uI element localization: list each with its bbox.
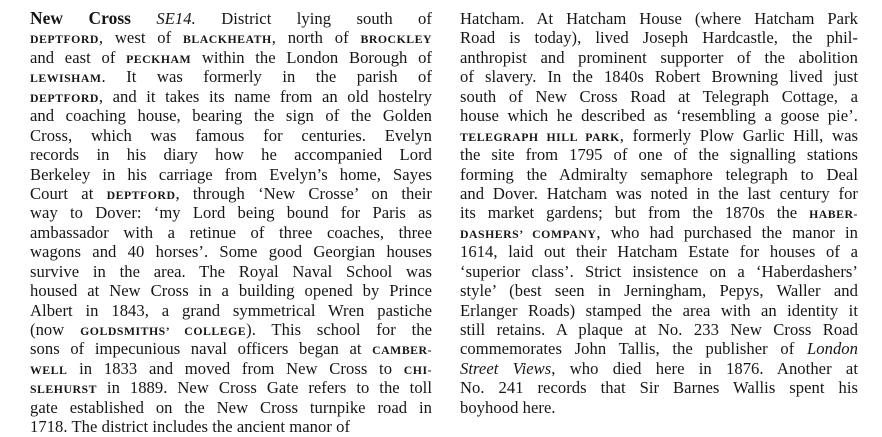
body-text: Albert in 1843, a grand symmetrical Wren pastiche [30,300,432,320]
cross-reference: PECKHAM [126,51,192,66]
body-text: house which he described as ‘resembling a goose pie’. [460,106,858,126]
body-text [131,9,156,28]
body-text: still retains. A plaque at No. 233 New Cross Road [460,320,858,339]
body-text: , formerly Plow Garlic Hill, was [619,125,858,145]
postcode: SE14. [156,9,196,28]
right-column-line [460,281,858,300]
left-column-line [30,9,432,28]
body-text: style’ (best seen in Jerningham, Pepys, Waller and [460,281,858,301]
body-text: Road is today), lived Joseph Hardcastle, the phil- [460,28,858,48]
left-column-line [30,262,432,281]
left-column-line [30,67,432,86]
right-column-line [460,223,858,242]
left-column-line [30,281,432,300]
body-text: and Dover. Hatcham was noted in the last century for [460,183,858,203]
body-text: anthropist and prominent supporter of the abolition [460,47,858,67]
left-column-line [30,339,432,358]
body-text: ‘superior class’. Strict insistence on a ‘Haberdashers’ [460,261,858,281]
body-text: and coaching house, bearing the sign of the Golden [30,106,432,126]
right-column-line [460,9,858,28]
left-column-line [30,48,432,67]
body-text: ambassador with a retinue of three coaches, three [30,222,432,242]
body-text: No. 241 records that Sir Barnes Wallis spent his [460,378,858,398]
body-text: Cross, which was famous for centuries. Evelyn [30,125,432,145]
left-column-line [30,359,432,378]
right-column-line [460,165,858,184]
cross-reference: DEPTFORD [30,32,99,47]
body-text: ). This school for the [246,320,432,339]
book-title: London [806,339,858,359]
body-text: way to Dover: ‘my Lord being bound for Paris as [30,203,432,223]
right-column-line [460,320,858,339]
left-column-line [30,165,432,184]
body-text: , and it takes its name from an old hostelry [98,86,432,106]
right-column-line [460,398,858,417]
right-column-line [460,67,858,86]
body-text: . It was formerly in the parish of [101,67,432,87]
body-text: housed at New Cross in a building opened by Prince [30,281,432,301]
body-text: wagons and 40 horses’. Some good Georgian houses [30,242,432,262]
cross-reference: CAMBER- [372,343,432,358]
body-text: Hatcham. At Hatcham House (where Hatcham Park [460,9,858,28]
right-column-line [460,203,858,222]
left-column-line [30,203,432,222]
cross-reference: TELEGRAPH HILL PARK [460,129,620,144]
left-column-line [30,223,432,242]
cross-reference: HABER- [809,207,858,222]
right-column-line [460,339,858,358]
cross-reference: WELL [30,362,68,377]
body-text: , who died here in 1876. Another at [551,358,858,378]
cross-reference: BROCKLEY [360,32,432,47]
cross-reference: SLEHURST [30,382,97,397]
left-column-line [30,126,432,145]
body-text: of slavery. In the 1840s Robert Browning lived just [460,67,858,87]
body-text: survive in the area. The Royal Naval School was [30,261,432,281]
right-column [460,9,858,417]
right-column-line [460,145,858,164]
body-text: District lying south of [195,9,432,28]
body-text: Berkeley in his carriage from Evelyn’s home, Sayes [30,164,432,184]
right-column-line [460,378,858,397]
left-column [30,9,432,437]
body-text: 1614, laid out their Hatcham Estate for houses of a [460,242,858,262]
cross-reference: DEPTFORD [30,90,99,105]
left-column-line [30,301,432,320]
body-text: boyhood here. [460,397,556,417]
cross-reference: GOLDSMITHS’ COLLEGE [80,324,247,338]
body-text: , west of [98,28,184,48]
left-column-line [30,320,432,339]
right-column-line [460,301,858,320]
body-text: records in his diary how he accompanied Lord [30,145,432,165]
body-text: Court at [30,183,107,203]
left-column-line [30,378,432,397]
body-text: the site from 1795 of one of the signalling stations [460,145,858,165]
body-text: forming the Admiralty semaphore telegraph to Deal [460,164,858,184]
right-column-line [460,87,858,106]
cross-reference: DASHERS’ COMPANY [460,226,597,241]
left-column-line [30,28,432,47]
body-text: (now [30,320,81,339]
left-column-line [30,87,432,106]
body-text: , who had purchased the manor in [596,222,859,242]
right-column-line [460,242,858,261]
right-column-line [460,359,858,378]
left-column-line [30,145,432,164]
body-text: 1718. The district includes the ancient manor of [30,417,351,437]
body-text: its market gardens; but from the 1870s the [460,203,810,223]
body-text: and east of [30,47,127,67]
cross-reference: DEPTFORD [106,187,176,202]
left-column-line [30,106,432,125]
body-text: gate established on the New Cross turnpike road in [30,397,432,417]
body-text: Erlanger Roads) stamped the area with an identity it [460,300,858,320]
body-text: within the London Borough of [191,47,432,67]
body-text: in 1889. New Cross Gate refers to the toll [96,378,432,398]
left-column-line [30,184,432,203]
body-text: , through ‘New Crosse’ on their [175,183,432,203]
headword: New Cross [30,8,132,28]
cross-reference: BLACKHEATH [183,32,272,47]
body-text: commemorates John Tallis, the publisher of [460,339,807,359]
body-text: , north of [271,28,361,48]
right-column-line [460,262,858,281]
cross-reference: CHI- [403,362,432,377]
body-text: sons of impecunious naval officers began at [30,339,373,359]
right-column-line [460,184,858,203]
book-title: Street Views [460,358,552,378]
body-text: in 1833 and moved from New Cross to [67,358,404,378]
right-column-line [460,106,858,125]
cross-reference: LEWISHAM [30,71,102,86]
left-column-line [30,242,432,261]
right-column-line [460,28,858,47]
left-column-line [30,398,432,417]
right-column-line [460,48,858,67]
left-column-line [30,417,432,436]
body-text: south of New Cross Road at Telegraph Cottage, a [460,86,858,106]
right-column-line [460,126,858,145]
